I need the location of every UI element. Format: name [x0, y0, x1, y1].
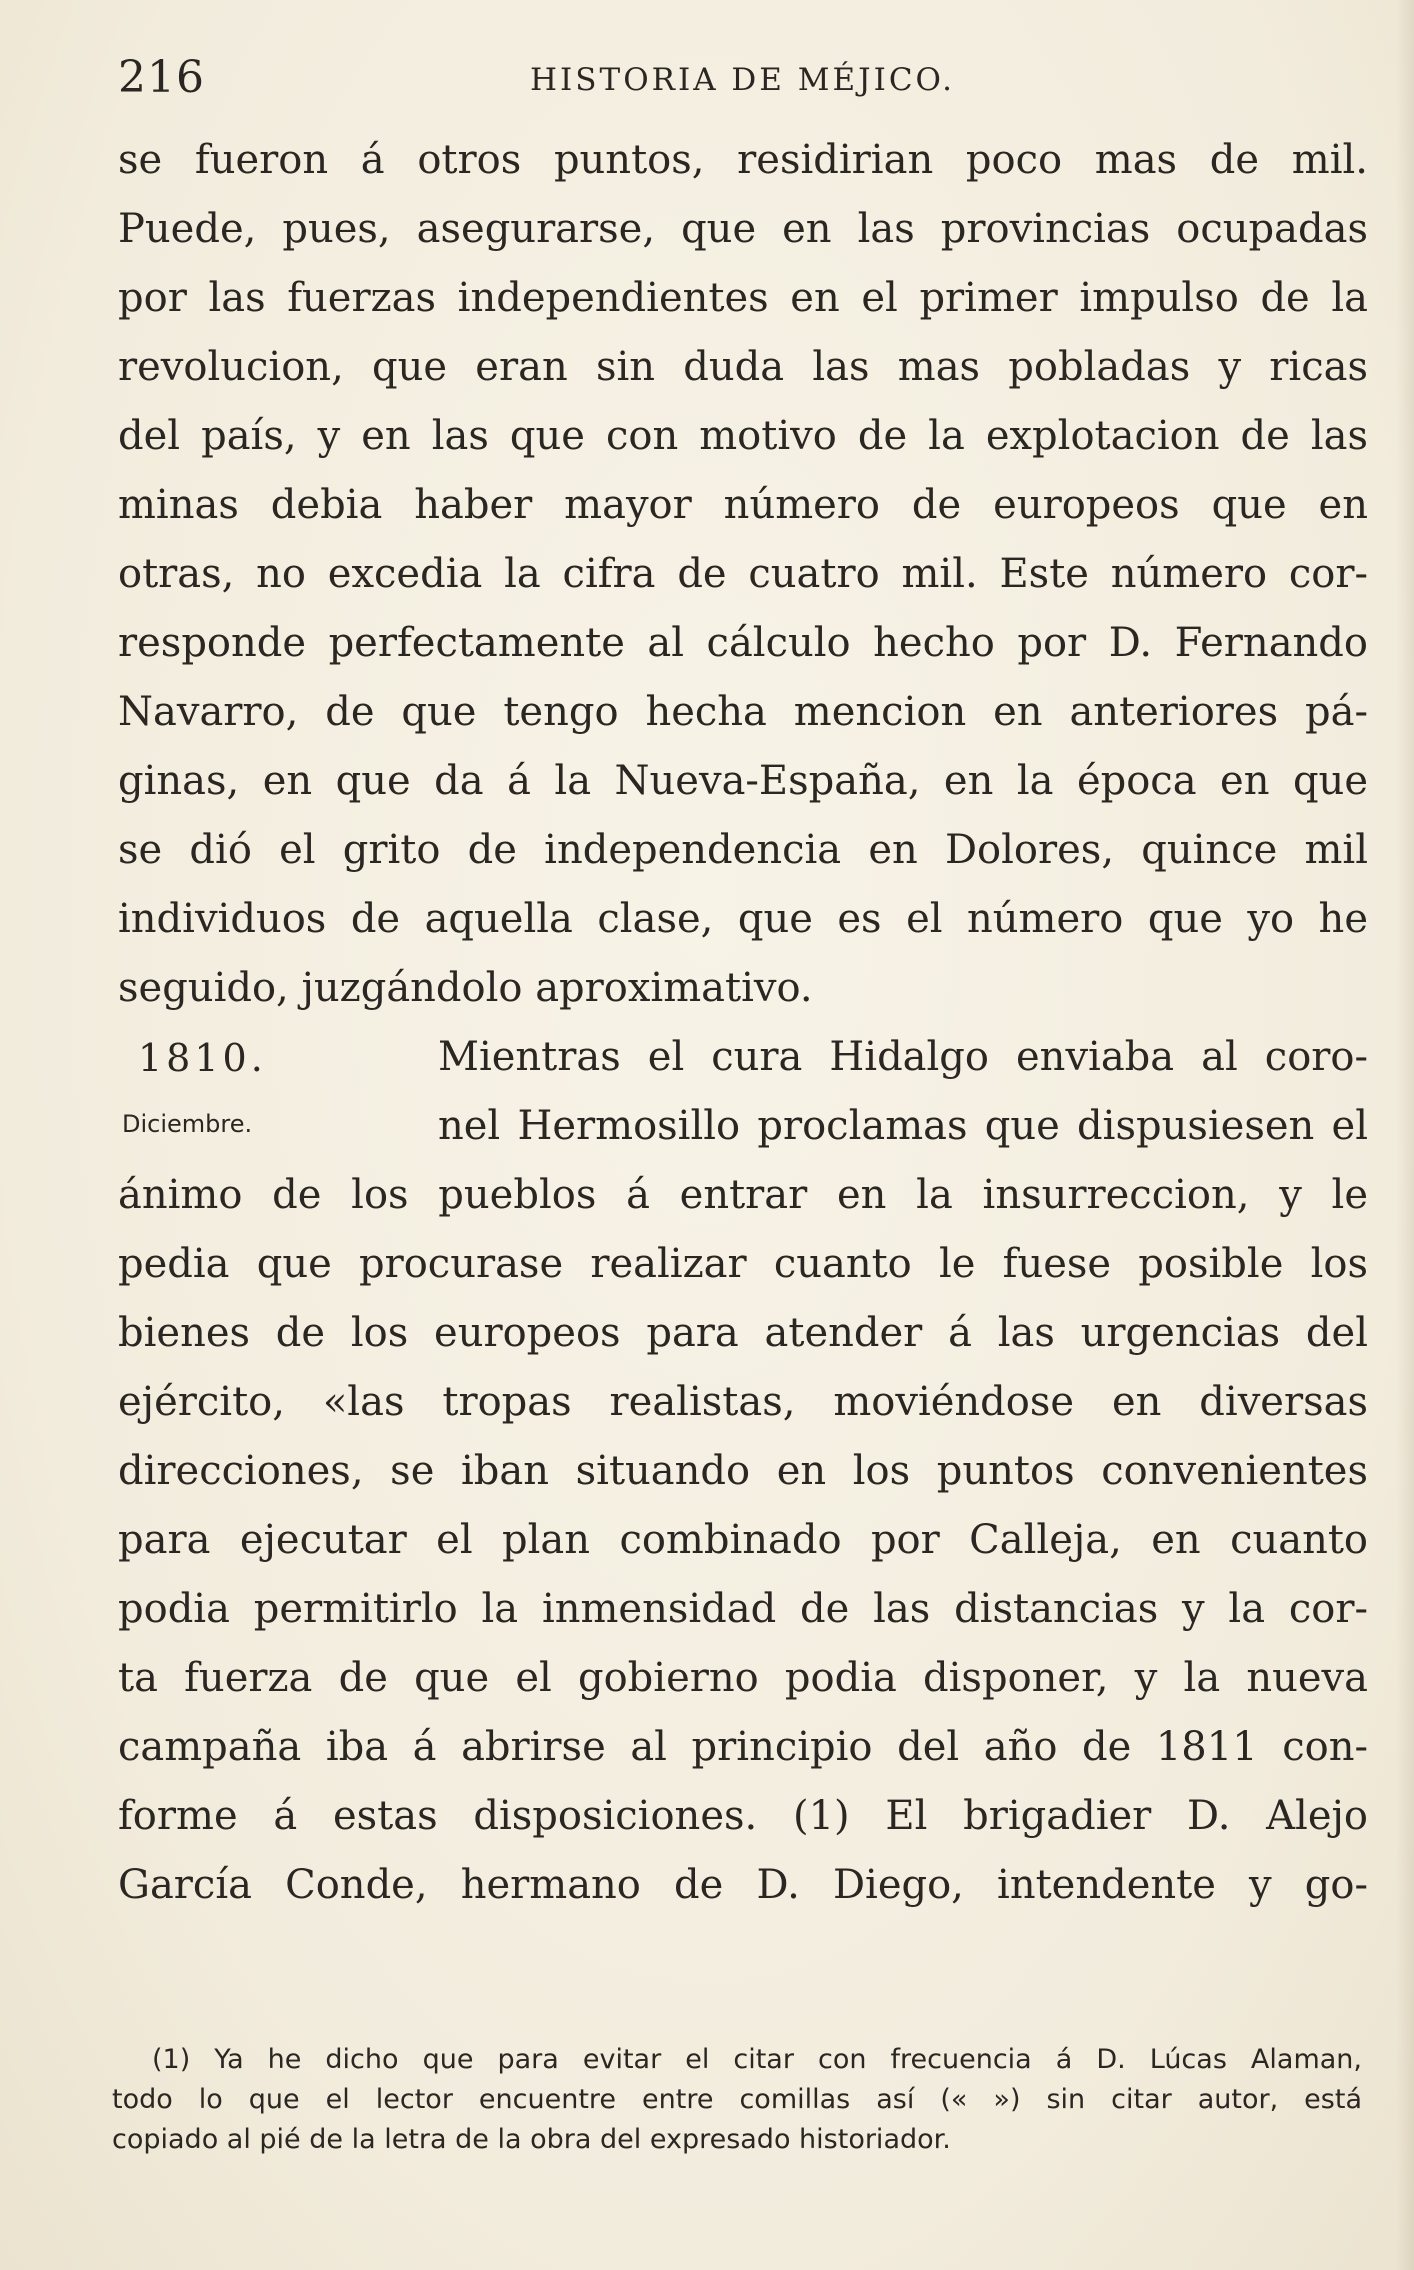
text-line: Puede, pues, asegurarse, que en las provincias ocupadas — [118, 206, 1368, 252]
text-line: ejército, «las tropas realistas, moviéndose en diversas — [118, 1379, 1368, 1425]
footnotes — [112, 2040, 1362, 2160]
text-line: nel Hermosillo proclamas que dispusiesen el — [438, 1103, 1368, 1149]
marginal-month: Diciembre. — [122, 1110, 253, 1138]
text-line: se dió el grito de independencia en Dolores, quince mil — [118, 827, 1368, 873]
footnote-line: copiado al pié de la letra de la obra del expresado historiador. — [112, 2124, 951, 2155]
text-line: revolucion, que eran sin duda las mas pobladas y ricas — [118, 344, 1368, 390]
text-line: individuos de aquella clase, que es el número que yo he — [118, 896, 1368, 942]
text-line: del país, y en las que con motivo de la explotacion de las — [118, 413, 1368, 459]
footnote-line: (1) Ya he dicho que para evitar el citar con frecuencia á D. Lúcas Alaman, — [152, 2044, 1362, 2075]
text-line: ta fuerza de que el gobierno podia disponer, y la nueva — [118, 1655, 1368, 1701]
text-line: por las fuerzas independientes en el primer impulso de la — [118, 275, 1368, 321]
text-line: responde perfectamente al cálculo hecho por D. Fernando — [118, 620, 1368, 666]
page-header — [118, 52, 1368, 112]
running-title: HISTORIA DE MÉJICO. — [530, 62, 955, 98]
text-line: campaña iba á abrirse al principio del año de 1811 con- — [118, 1724, 1368, 1770]
text-line: para ejecutar el plan combinado por Calleja, en cuanto — [118, 1517, 1368, 1563]
body-text — [118, 126, 1368, 1920]
text-line: forme á estas disposiciones. (1) El brigadier D. Alejo — [118, 1793, 1368, 1839]
text-line: Navarro, de que tengo hecha mencion en anteriores pá- — [118, 689, 1368, 735]
text-line: otras, no excedia la cifra de cuatro mil. Este número cor- — [118, 551, 1368, 597]
text-line: García Conde, hermano de D. Diego, intendente y go- — [118, 1862, 1368, 1908]
paragraph-start-line: Mientras el cura Hidalgo enviaba al coro- — [438, 1034, 1368, 1080]
text-line: podia permitirlo la inmensidad de las distancias y la cor- — [118, 1586, 1368, 1632]
text-line: se fueron á otros puntos, residirian poco mas de mil. — [118, 137, 1368, 183]
page-number: 216 — [118, 52, 205, 103]
footnote-line: todo lo que el lector encuentre entre comillas así (« ») sin citar autor, está — [112, 2084, 1362, 2115]
paragraph-end-line: seguido, juzgándolo aproximativo. — [118, 965, 813, 1011]
marginal-year: 1810. — [138, 1036, 267, 1080]
text-line: ánimo de los pueblos á entrar en la insurreccion, y le — [118, 1172, 1368, 1218]
text-line: direcciones, se iban situando en los puntos convenientes — [118, 1448, 1368, 1494]
page-edge-shadow — [1396, 0, 1414, 2270]
text-line: ginas, en que da á la Nueva-España, en la época en que — [118, 758, 1368, 804]
text-line: pedia que procurase realizar cuanto le fuese posible los — [118, 1241, 1368, 1287]
text-line: bienes de los europeos para atender á las urgencias del — [118, 1310, 1368, 1356]
text-line: minas debia haber mayor número de europeos que en — [118, 482, 1368, 528]
